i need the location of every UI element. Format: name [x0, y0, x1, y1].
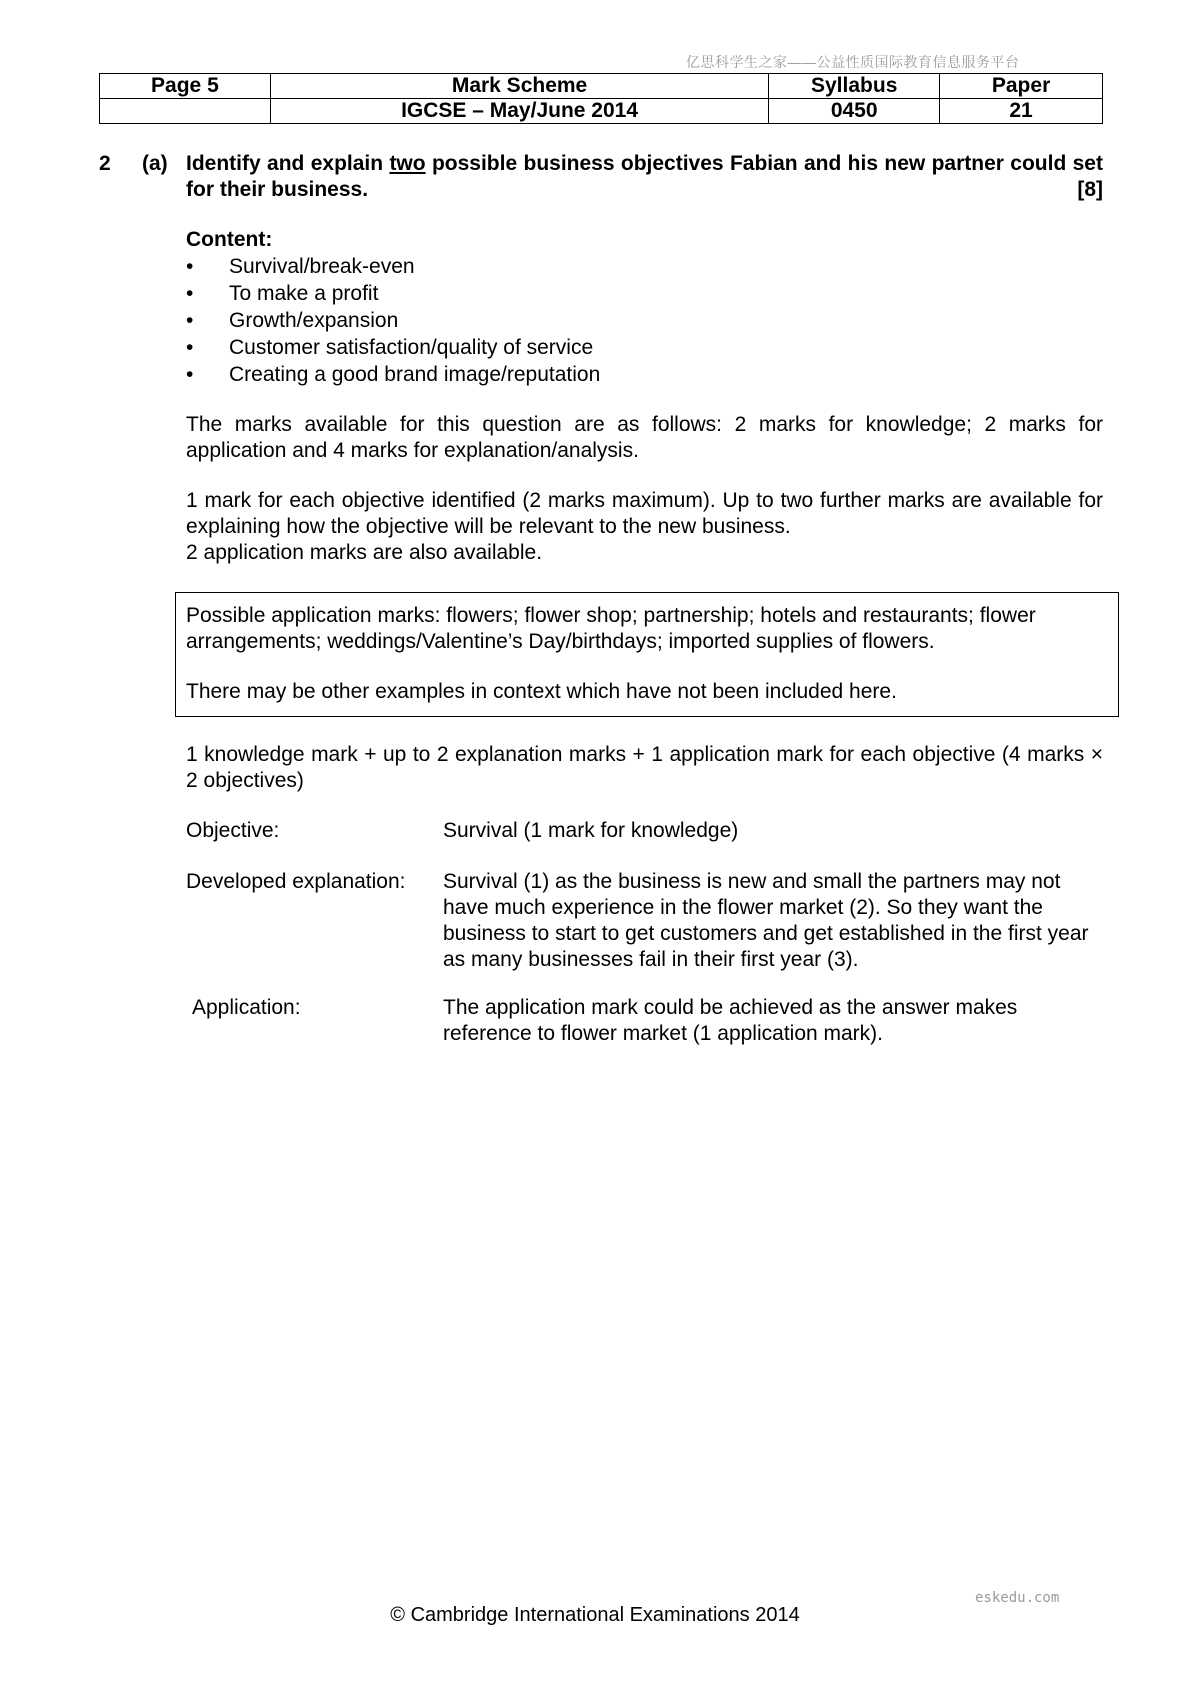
- list-item-text: Creating a good brand image/reputation: [229, 363, 601, 386]
- list-item: [186, 361, 600, 388]
- header-paper-number: 21: [940, 99, 1103, 124]
- objective-label: Objective:: [186, 819, 280, 842]
- question-marks: [8]: [1077, 178, 1103, 201]
- question-text-underlined: two: [389, 152, 426, 175]
- question-part: (a): [142, 152, 168, 175]
- one-mark-paragraph: 1 mark for each objective identified (2 marks maximum). Up to two further marks are available for explaining how the objective will be relevant to the new business.: [186, 489, 1103, 538]
- list-item: [186, 280, 600, 307]
- header-mark-scheme: Mark Scheme: [270, 74, 768, 99]
- list-item: [186, 307, 600, 334]
- question-text: [186, 151, 1103, 203]
- header-syllabus: Syllabus: [769, 74, 940, 99]
- header-page: Page 5: [100, 74, 271, 99]
- application-box: [175, 592, 1119, 717]
- application-marks-note: 2 application marks are also available.: [186, 541, 543, 564]
- list-item-text: Customer satisfaction/quality of service: [229, 336, 594, 359]
- bullet-icon: •: [186, 282, 194, 305]
- list-item-text: To make a profit: [229, 282, 379, 305]
- header-table: [99, 73, 1103, 124]
- application-box-examples: Possible application marks: flowers; flower shop; partnership; hotels and restaurants; flower arrangements; weddings/Valentine’s Day/birthdays; imported supplies of flowers.: [186, 604, 1036, 653]
- developed-explanation-value: Survival (1) as the business is new and small the partners may not have much experience in the flower market (2). So they want the business to start to get customers and get established in the first year as many businesses fail in their first year (3).: [443, 870, 1089, 971]
- question-number: 2: [99, 152, 111, 175]
- list-item: [186, 334, 600, 361]
- watermark-bottom: eskedu.com: [975, 1590, 1060, 1606]
- application-value: The application mark could be achieved as the answer makes reference to flower market (1 application mark).: [443, 996, 1018, 1045]
- question-text-before: Identify and explain: [186, 152, 390, 175]
- header-paper: Paper: [940, 74, 1103, 99]
- header-syllabus-code: 0450: [769, 99, 940, 124]
- marks-available-paragraph: The marks available for this question are as follows: 2 marks for knowledge; 2 marks for application and 4 marks for explanation/analysis.: [186, 413, 1103, 462]
- knowledge-line: 1 knowledge mark + up to 2 explanation marks + 1 application mark for each objective (4 marks × 2 objectives): [186, 743, 1103, 792]
- application-box-note: There may be other examples in context which have not been included here.: [186, 680, 897, 703]
- bullet-icon: •: [186, 309, 194, 332]
- header-blank-cell: [100, 99, 271, 124]
- bullet-icon: •: [186, 336, 194, 359]
- footer-copyright: © Cambridge International Examinations 2014: [390, 1604, 800, 1626]
- list-item: [186, 253, 600, 280]
- watermark-top: 亿思科学生之家——公益性质国际教育信息服务平台: [686, 54, 1020, 70]
- bullet-icon: •: [186, 363, 194, 386]
- header-exam-session: IGCSE – May/June 2014: [270, 99, 768, 124]
- content-heading: Content:: [186, 228, 273, 251]
- header-row-2: [100, 99, 1103, 124]
- list-item-text: Survival/break-even: [229, 255, 415, 278]
- content-list: [186, 253, 600, 388]
- question-text-after: possible business objectives Fabian and his new partner could set for their business.: [186, 152, 1103, 201]
- application-label: Application:: [192, 996, 301, 1019]
- header-row-1: [100, 74, 1103, 99]
- objective-value: Survival (1 mark for knowledge): [443, 819, 739, 842]
- list-item-text: Growth/expansion: [229, 309, 399, 332]
- developed-explanation-label: Developed explanation:: [186, 870, 406, 893]
- bullet-icon: •: [186, 255, 194, 278]
